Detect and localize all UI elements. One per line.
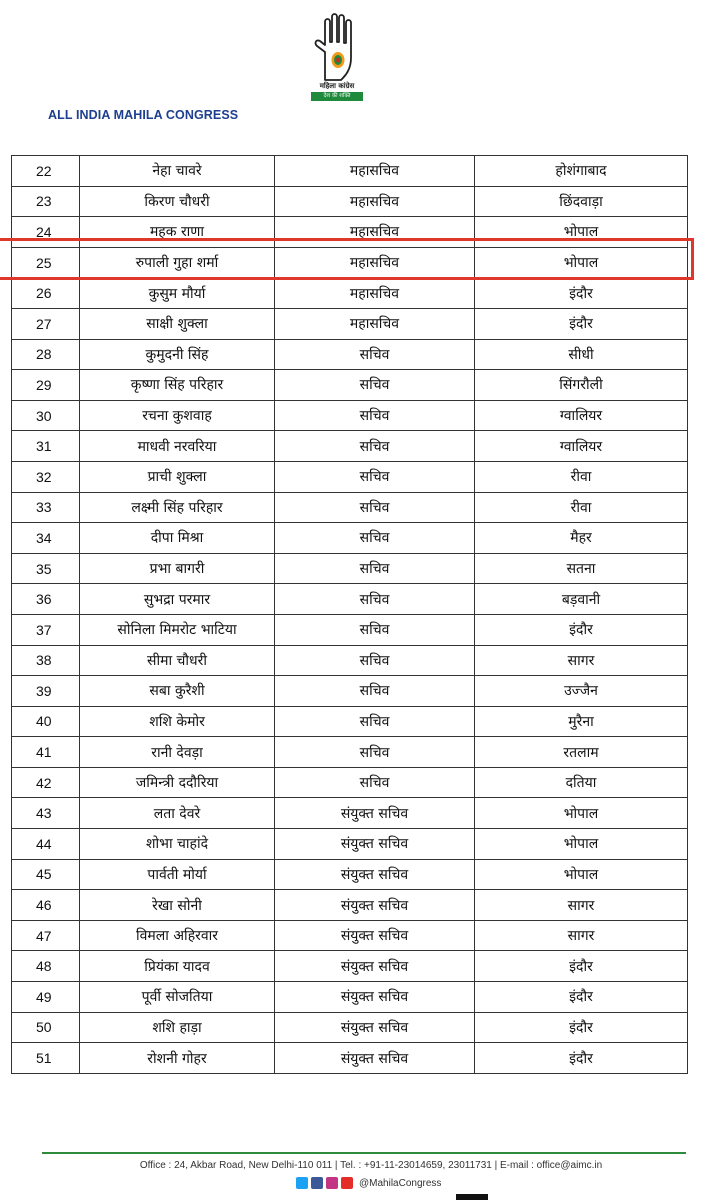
cell-number: 37 — [12, 614, 80, 645]
cell-post: संयुक्त सचिव — [275, 982, 475, 1013]
cell-name: कृष्णा सिंह परिहार — [80, 370, 275, 401]
cell-name: रोशनी गोहर — [80, 1043, 275, 1074]
cell-post: संयुक्त सचिव — [275, 890, 475, 921]
cell-name: नेहा चावरे — [80, 156, 275, 187]
footer-divider — [42, 1152, 686, 1154]
cell-number: 43 — [12, 798, 80, 829]
cell-number: 45 — [12, 859, 80, 890]
cell-number: 33 — [12, 492, 80, 523]
cell-number: 24 — [12, 217, 80, 248]
cell-name: सोनिला मिमरोट भाटिया — [80, 614, 275, 645]
table-row — [12, 920, 688, 951]
cell-district: इंदौर — [475, 951, 688, 982]
cell-number: 51 — [12, 1043, 80, 1074]
table-row — [12, 370, 688, 401]
cell-name: प्राची शुक्ला — [80, 461, 275, 492]
cell-name: दीपा मिश्रा — [80, 523, 275, 554]
cell-number: 30 — [12, 400, 80, 431]
table-row — [12, 584, 688, 615]
cell-number: 23 — [12, 186, 80, 217]
facebook-icon[interactable] — [311, 1177, 323, 1189]
cell-number: 49 — [12, 982, 80, 1013]
cell-name: रेखा सोनी — [80, 890, 275, 921]
cell-number: 26 — [12, 278, 80, 309]
cell-name: शशि हाड़ा — [80, 1012, 275, 1043]
cell-name: सीमा चौधरी — [80, 645, 275, 676]
cell-number: 22 — [12, 156, 80, 187]
cell-post: संयुक्त सचिव — [275, 798, 475, 829]
cell-district: सागर — [475, 920, 688, 951]
cell-district: भोपाल — [475, 247, 688, 278]
cell-district: भोपाल — [475, 859, 688, 890]
cell-name: पार्वती मोर्या — [80, 859, 275, 890]
cell-district: भोपाल — [475, 829, 688, 860]
cell-district: सीधी — [475, 339, 688, 370]
cell-number: 40 — [12, 706, 80, 737]
logo-text: महिला कांग्रेस — [319, 82, 355, 90]
table-row — [12, 217, 688, 248]
cell-district: इंदौर — [475, 308, 688, 339]
cell-post: सचिव — [275, 553, 475, 584]
cell-number: 42 — [12, 767, 80, 798]
cell-number: 29 — [12, 370, 80, 401]
cell-district: मुरैना — [475, 706, 688, 737]
table-row — [12, 1012, 688, 1043]
cell-district: रीवा — [475, 492, 688, 523]
cell-name: पूर्वी सोजतिया — [80, 982, 275, 1013]
org-name: ALL INDIA MAHILA CONGRESS — [48, 108, 239, 122]
table-row — [12, 676, 688, 707]
cell-number: 31 — [12, 431, 80, 462]
cell-district: दतिया — [475, 767, 688, 798]
table-row — [12, 431, 688, 462]
cell-post: सचिव — [275, 339, 475, 370]
table-row — [12, 308, 688, 339]
cell-name: विमला अहिरवार — [80, 920, 275, 951]
cell-number: 44 — [12, 829, 80, 860]
table-row — [12, 798, 688, 829]
table-row — [12, 859, 688, 890]
cell-post: सचिव — [275, 400, 475, 431]
cell-district: भोपाल — [475, 798, 688, 829]
cell-district: सागर — [475, 645, 688, 676]
cell-name: रुपाली गुहा शर्मा — [80, 247, 275, 278]
cell-post: सचिव — [275, 461, 475, 492]
table-row — [12, 156, 688, 187]
cell-district: रतलाम — [475, 737, 688, 768]
cell-district: ग्वालियर — [475, 431, 688, 462]
cell-name: प्रभा बागरी — [80, 553, 275, 584]
cell-number: 27 — [12, 308, 80, 339]
table-row — [12, 829, 688, 860]
cell-post: सचिव — [275, 523, 475, 554]
cell-name: रचना कुशवाह — [80, 400, 275, 431]
cell-district: इंदौर — [475, 278, 688, 309]
cell-post: सचिव — [275, 431, 475, 462]
cell-number: 48 — [12, 951, 80, 982]
table-row — [12, 247, 688, 278]
table-row — [12, 706, 688, 737]
cell-post: संयुक्त सचिव — [275, 829, 475, 860]
cell-district: इंदौर — [475, 614, 688, 645]
cell-name: साक्षी शुक्ला — [80, 308, 275, 339]
cell-post: सचिव — [275, 676, 475, 707]
cell-district: इंदौर — [475, 1043, 688, 1074]
youtube-icon[interactable] — [341, 1177, 353, 1189]
cell-post: महासचिव — [275, 156, 475, 187]
social-handle: @MahilaCongress — [359, 1177, 442, 1189]
table-row — [12, 890, 688, 921]
cell-post: सचिव — [275, 370, 475, 401]
cell-post: सचिव — [275, 584, 475, 615]
table-row — [12, 461, 688, 492]
cell-number: 39 — [12, 676, 80, 707]
table-row — [12, 951, 688, 982]
cell-name: महक राणा — [80, 217, 275, 248]
cell-number: 25 — [12, 247, 80, 278]
cell-name: शशि केमोर — [80, 706, 275, 737]
cell-post: महासचिव — [275, 247, 475, 278]
twitter-icon[interactable] — [296, 1177, 308, 1189]
cell-name: प्रियंका यादव — [80, 951, 275, 982]
cell-district: रीवा — [475, 461, 688, 492]
cell-name: कुसुम मौर्या — [80, 278, 275, 309]
cell-name: शोभा चाहांदे — [80, 829, 275, 860]
cell-district: छिंदवाड़ा — [475, 186, 688, 217]
cell-number: 32 — [12, 461, 80, 492]
cell-post: संयुक्त सचिव — [275, 951, 475, 982]
social-links — [296, 1176, 441, 1190]
hand-icon — [305, 12, 369, 84]
instagram-icon[interactable] — [326, 1177, 338, 1189]
table-row — [12, 278, 688, 309]
cell-post: संयुक्त सचिव — [275, 920, 475, 951]
table-row — [12, 645, 688, 676]
cell-number: 50 — [12, 1012, 80, 1043]
cell-post: सचिव — [275, 767, 475, 798]
cell-number: 34 — [12, 523, 80, 554]
congress-hand-logo — [305, 12, 369, 124]
cell-post: सचिव — [275, 645, 475, 676]
cell-district: सतना — [475, 553, 688, 584]
cell-district: उज्जैन — [475, 676, 688, 707]
cell-number: 38 — [12, 645, 80, 676]
scan-artifact — [456, 1194, 488, 1200]
office-bearers-table — [11, 155, 688, 1074]
cell-post: संयुक्त सचिव — [275, 859, 475, 890]
cell-district: भोपाल — [475, 217, 688, 248]
table-row — [12, 400, 688, 431]
cell-number: 36 — [12, 584, 80, 615]
cell-post: सचिव — [275, 614, 475, 645]
cell-post: सचिव — [275, 706, 475, 737]
cell-district: इंदौर — [475, 982, 688, 1013]
cell-number: 35 — [12, 553, 80, 584]
cell-district: इंदौर — [475, 1012, 688, 1043]
cell-post: महासचिव — [275, 217, 475, 248]
cell-post: महासचिव — [275, 308, 475, 339]
cell-number: 41 — [12, 737, 80, 768]
cell-name: जमिन्त्री ददौरिया — [80, 767, 275, 798]
cell-number: 46 — [12, 890, 80, 921]
cell-post: महासचिव — [275, 186, 475, 217]
table-row — [12, 614, 688, 645]
cell-post: महासचिव — [275, 278, 475, 309]
table-row — [12, 339, 688, 370]
cell-district: ग्वालियर — [475, 400, 688, 431]
table-row — [12, 737, 688, 768]
footer-address: Office : 24, Akbar Road, New Delhi-110 011 | Tel. : +91-11-23014659, 23011731 | E-mail : office@aimc.in — [139, 1160, 603, 1171]
cell-district: सागर — [475, 890, 688, 921]
cell-name: सुभद्रा परमार — [80, 584, 275, 615]
cell-name: लता देवरे — [80, 798, 275, 829]
cell-district: मैहर — [475, 523, 688, 554]
table-row — [12, 1043, 688, 1074]
table-row — [12, 553, 688, 584]
cell-post: संयुक्त सचिव — [275, 1043, 475, 1074]
cell-district: होशंगाबाद — [475, 156, 688, 187]
cell-name: रानी देवड़ा — [80, 737, 275, 768]
cell-name: माधवी नरवरिया — [80, 431, 275, 462]
table-row — [12, 186, 688, 217]
table-row — [12, 982, 688, 1013]
cell-post: संयुक्त सचिव — [275, 1012, 475, 1043]
cell-post: सचिव — [275, 492, 475, 523]
cell-district: बड़वानी — [475, 584, 688, 615]
table-row — [12, 767, 688, 798]
cell-number: 28 — [12, 339, 80, 370]
table-row — [12, 492, 688, 523]
cell-number: 47 — [12, 920, 80, 951]
logo-tagline: देश की शक्ति — [311, 92, 363, 101]
cell-name: लक्ष्मी सिंह परिहार — [80, 492, 275, 523]
cell-post: सचिव — [275, 737, 475, 768]
cell-district: सिंगरौली — [475, 370, 688, 401]
cell-name: किरण चौधरी — [80, 186, 275, 217]
table-row — [12, 523, 688, 554]
cell-name: सबा कुरैशी — [80, 676, 275, 707]
cell-name: कुमुदनी सिंह — [80, 339, 275, 370]
